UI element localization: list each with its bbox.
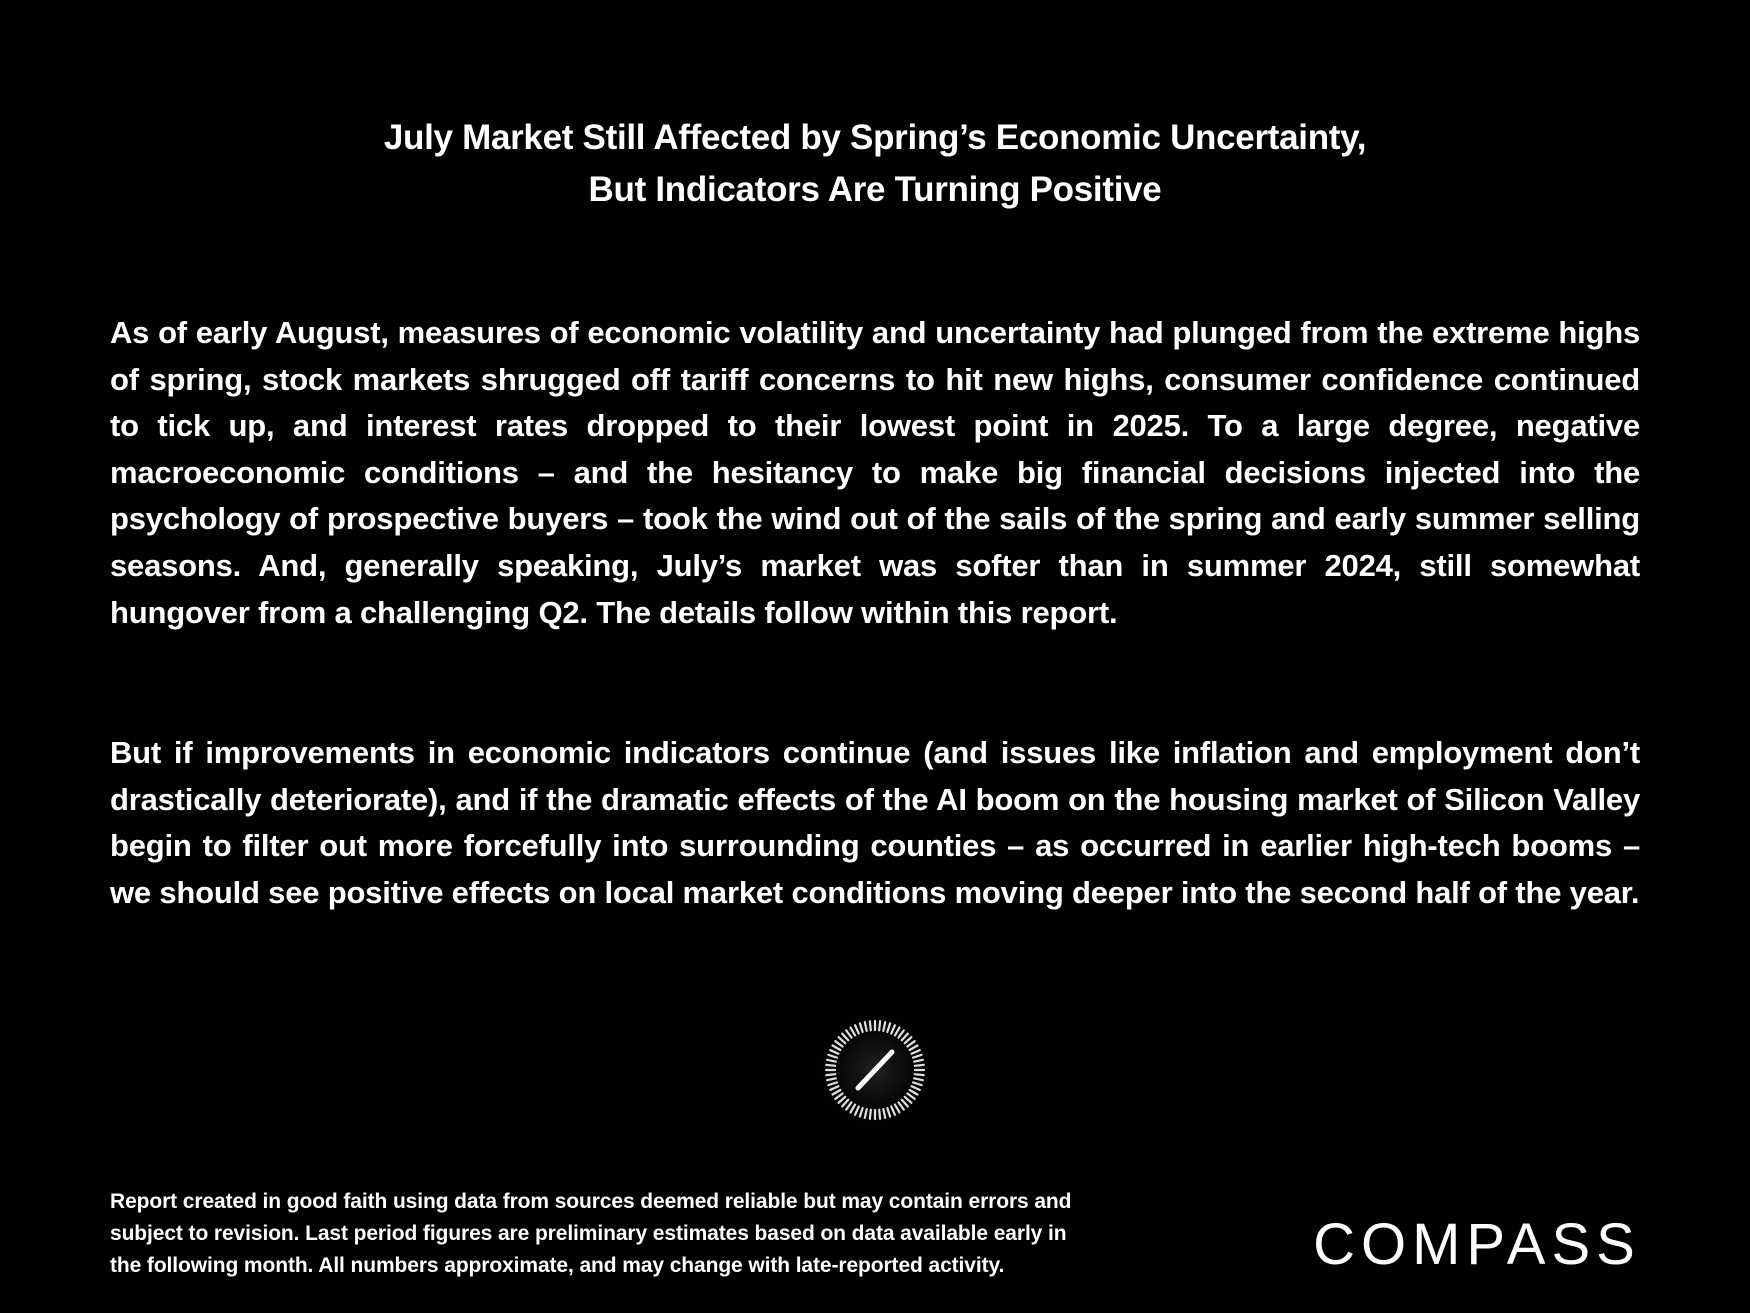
disclaimer-line-2: subject to revision. Last period figures are preliminary estimates based on data available early in	[110, 1222, 1067, 1245]
dial-tick	[915, 1074, 924, 1075]
dial-tick	[826, 1065, 835, 1066]
dial-tick	[879, 1110, 880, 1119]
title-line-2: But Indicators Are Turning Positive	[588, 170, 1162, 209]
compass-logo-text: COMPASS	[1313, 1212, 1641, 1277]
compass-logo	[1285, 1212, 1670, 1278]
title-line-1: July Market Still Affected by Spring’s Economic Uncertainty,	[383, 118, 1367, 157]
dial-tick	[870, 1021, 871, 1030]
compass-dial-icon	[800, 1000, 950, 1150]
disclaimer-line-1: Report created in good faith using data from sources deemed reliable but may contain errors and	[110, 1190, 1072, 1213]
dial-tick	[870, 1110, 871, 1119]
disclaimer	[110, 1186, 1220, 1282]
dial-tick	[915, 1065, 924, 1066]
disclaimer-line-3: the following month. All numbers approximate, and may change with late-reported activity.	[110, 1254, 1005, 1277]
body-paragraph-1: As of early August, measures of economic volatility and uncertainty had plunged from the extreme highs of spring, stock markets shrugged off tariff concerns to hit new highs, consumer confidence continued to tick up, and interest rates dropped to their lowest point in 2025. To a large degree, negative macroeconomic conditions – and the hesitancy to make big financial decisions injected into the psychology of prospective buyers – took the wind out of the sails of the spring and early summer selling seasons. And, generally speaking, July’s market was softer than in summer 2024, still somewhat hungover from a challenging Q2. The details follow within this report.	[110, 315, 1640, 630]
body-paragraph-2: But if improvements in economic indicators continue (and issues like inflation and employment don’t drastically deteriorate), and if the dramatic effects of the AI boom on the housing market of Silicon Valley begin to filter out more forcefully into surrounding counties – as occurred in earlier high-tech booms – we should see positive effects on local market conditions moving deeper into the second half of the year.	[110, 735, 1640, 910]
dial-tick	[879, 1021, 880, 1030]
page-title	[0, 112, 1750, 216]
dial-tick	[826, 1074, 835, 1075]
